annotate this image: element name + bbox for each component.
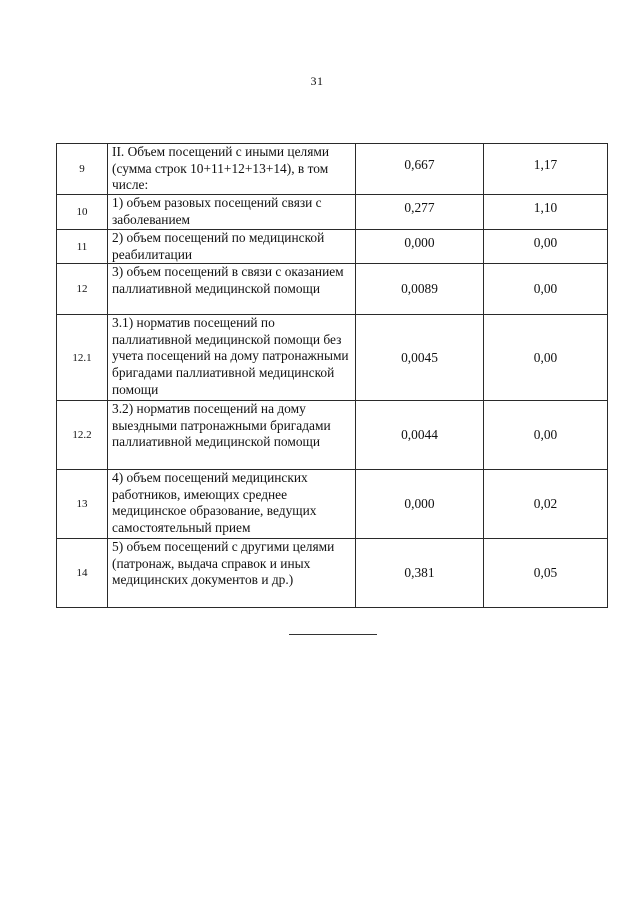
row-number-cell: 11 (57, 230, 108, 264)
value-1-cell: 0,0045 (356, 315, 484, 401)
row-number-cell: 10 (57, 195, 108, 230)
value-1-cell: 0,0089 (356, 264, 484, 315)
row-number-cell: 12.2 (57, 401, 108, 470)
table-row (57, 401, 608, 470)
row-description-cell: 3) объем посещений в связи с оказанием паллиативной медицинской помощи (108, 264, 356, 315)
row-description-cell: 3.1) норматив посещений по паллиативной медицинской помощи без учета посещений на дому патронажными бригадами паллиативной медицинской помощи (108, 315, 356, 401)
table-row (57, 539, 608, 608)
row-number-cell: 14 (57, 539, 108, 608)
value-2-cell: 0,00 (484, 401, 608, 470)
value-1-cell: 0,277 (356, 195, 484, 230)
row-description-cell: 2) объем посещений по медицинской реабилитации (108, 230, 356, 264)
value-2-cell: 0,05 (484, 539, 608, 608)
table-row (57, 315, 608, 401)
page-number: 31 (310, 74, 324, 88)
row-number-cell: 13 (57, 470, 108, 539)
value-1-cell: 0,381 (356, 539, 484, 608)
row-description-cell: 5) объем посещений с другими целями (патронаж, выдача справок и иных медицинских документов и др.) (108, 539, 356, 608)
table-row (57, 144, 608, 195)
row-description-cell: 4) объем посещений медицинских работников, имеющих среднее медицинское образование, ведущих самостоятельный прием (108, 470, 356, 539)
table-row (57, 264, 608, 315)
value-1-cell: 0,000 (356, 230, 484, 264)
row-number-cell: 12.1 (57, 315, 108, 401)
table-row (57, 230, 608, 264)
value-1-cell: 0,0044 (356, 401, 484, 470)
table-row (57, 470, 608, 539)
value-2-cell: 0,02 (484, 470, 608, 539)
row-number-cell: 9 (57, 144, 108, 195)
row-number-cell: 12 (57, 264, 108, 315)
statistics-table (56, 143, 608, 608)
value-1-cell: 0,000 (356, 470, 484, 539)
footer-divider (289, 634, 377, 635)
value-2-cell: 0,00 (484, 230, 608, 264)
table-row (57, 195, 608, 230)
value-2-cell: 1,10 (484, 195, 608, 230)
row-description-cell: II. Объем посещений с иными целями (сумма строк 10+11+12+13+14), в том числе: (108, 144, 356, 195)
value-2-cell: 0,00 (484, 264, 608, 315)
value-2-cell: 1,17 (484, 144, 608, 195)
value-1-cell: 0,667 (356, 144, 484, 195)
value-2-cell: 0,00 (484, 315, 608, 401)
row-description-cell: 1) объем разовых посещений связи с заболеванием (108, 195, 356, 230)
row-description-cell: 3.2) норматив посещений на дому выездными патронажными бригадами паллиативной медицинской помощи (108, 401, 356, 470)
